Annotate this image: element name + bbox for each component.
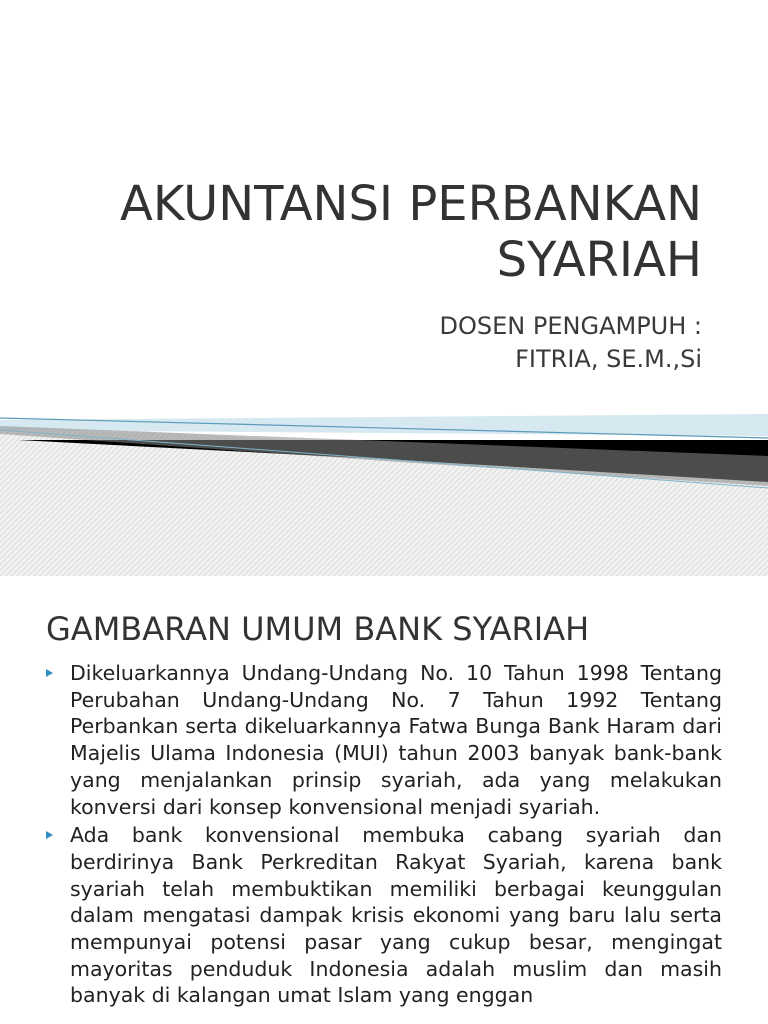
subtitle-line-2: FITRIA, SE.M.,Si (515, 345, 702, 373)
slide-subtitle (202, 310, 702, 376)
title-line-1: AKUNTANSI PERBANKAN (120, 176, 702, 232)
slide-title (62, 176, 702, 288)
bullet-list (46, 660, 722, 1011)
list-item (46, 822, 722, 1009)
triangle-bullet-icon (46, 831, 53, 839)
list-item (46, 660, 722, 820)
bullet-text: Ada bank konvensional membuka cabang syariah dan berdirinya Bank Perkreditan Rakyat Syariah, karena bank syariah telah membuktikan memiliki berbagai keunggulan dalam mengatasi dampak krisis ekonomi yang baru lalu serta mempunyai potensi pasar yang cukup besar, mengingat mayoritas penduduk Indonesia adalah muslim dan masih banyak di kalangan umat Islam yang enggan (70, 823, 722, 1008)
title-line-2: SYARIAH (496, 232, 702, 288)
subtitle-line-1: DOSEN PENGAMPUH : (439, 312, 702, 340)
bullet-text: Dikeluarkannya Undang-Undang No. 10 Tahun 1998 Tentang Perubahan Undang-Undang No. 7 Tahun 1992 Tentang Perbankan serta dikeluarkannya Fatwa Bunga Bank Haram dari Majelis Ulama Indonesia (MUI) tahun 2003 banyak bank-bank yang menjalankan prinsip syariah, ada yang melakukan konversi dari konsep konvensional menjadi syariah. (70, 661, 722, 819)
slide-title: GAMBARAN UMUM BANK SYARIAH (46, 610, 590, 648)
decorative-band (0, 400, 768, 576)
content-slide (0, 576, 768, 1024)
triangle-bullet-icon (46, 669, 53, 677)
